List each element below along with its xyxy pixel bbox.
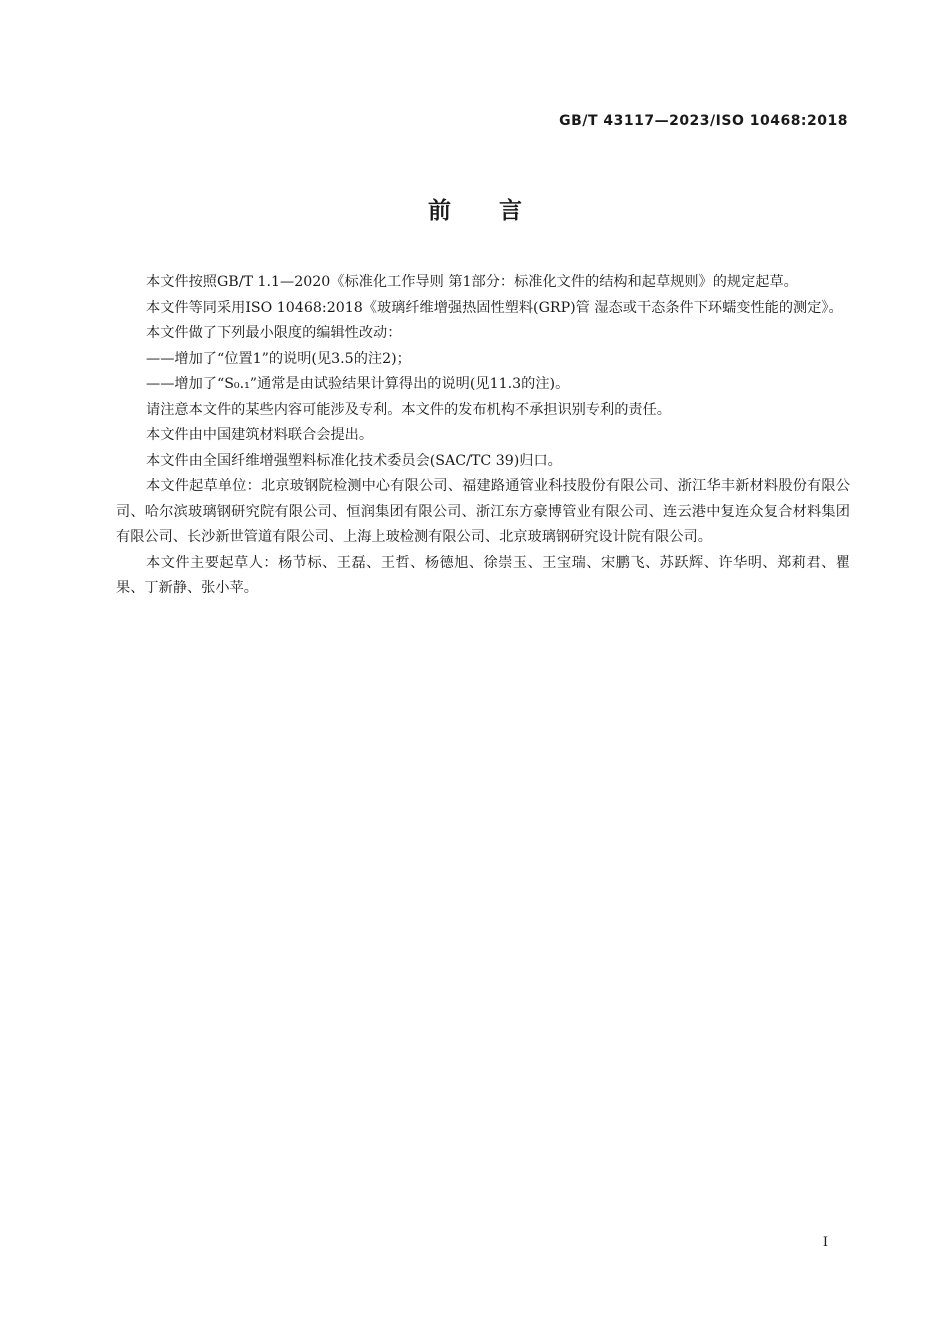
paragraph-editorial-changes: 本文件做了下列最小限度的编辑性改动： <box>146 325 402 341</box>
page-number: I <box>822 1235 828 1250</box>
document-body <box>116 270 850 602</box>
paragraph-drafters: 本文件主要起草人：杨节标、王磊、王哲、杨德旭、徐崇玉、王宝瑞、宋鹏飞、苏跃辉、许华明、郑莉君、瞿果、丁新静、张小苹。 <box>116 554 850 596</box>
paragraph-technical-committee: 本文件由全国纤维增强塑料标准化技术委员会(SAC/TC 39)归口。 <box>146 452 562 469</box>
standard-code: GB/T 43117—2023/ISO 10468:2018 <box>559 113 848 129</box>
list-item-change-1: ——增加了“位置1”的说明(见3.5的注2)； <box>146 350 411 367</box>
page-title: 前言 <box>428 198 570 224</box>
paragraph-patent-notice: 请注意本文件的某些内容可能涉及专利。本文件的发布机构不承担识别专利的责任。 <box>146 401 671 418</box>
paragraph-drafting-organizations: 本文件起草单位：北京玻钢院检测中心有限公司、福建路通管业科技股份有限公司、浙江华丰新材料股份有限公司、哈尔滨玻璃钢研究院有限公司、恒润集团有限公司、浙江东方豪博管业有限公司、连云港中复连众复合材料集团有限公司、长沙新世管道有限公司、上海上玻检测有限公司、北京玻璃钢研究设计院有限公司。 <box>116 478 850 545</box>
list-item-change-2: ——增加了“S₀.₁”通常是由试验结果计算得出的说明(见11.3的注)。 <box>146 376 570 392</box>
paragraph-proposed-by: 本文件由中国建筑材料联合会提出。 <box>146 427 374 443</box>
paragraph-drafting-rules: 本文件按照GB/T 1.1—2020《标准化工作导则 第1部分：标准化文件的结构和起草规则》的规定起草。 <box>146 274 798 290</box>
paragraph-adoption: 本文件等同采用ISO 10468:2018《玻璃纤维增强热固性塑料(GRP)管 湿态或干态条件下环蠕变性能的测定》。 <box>146 299 843 316</box>
